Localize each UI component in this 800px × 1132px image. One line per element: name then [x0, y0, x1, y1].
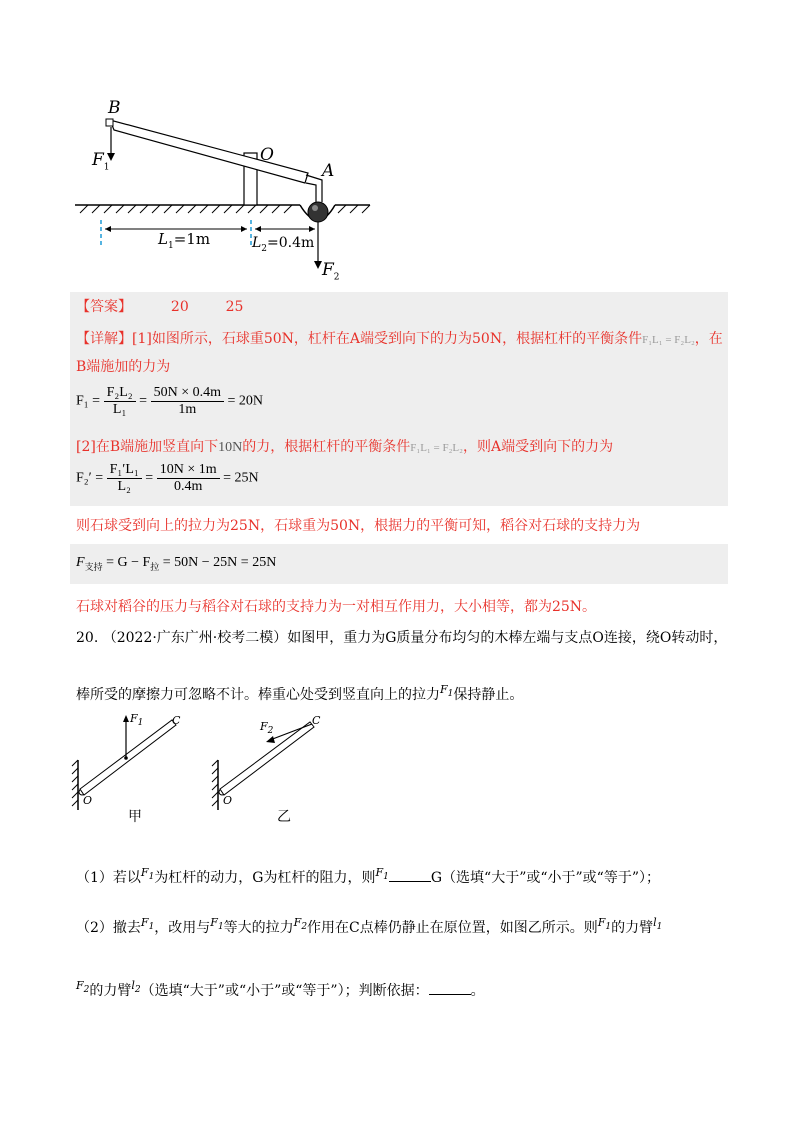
label-o-jia: O — [83, 794, 93, 807]
answer-line — [76, 297, 243, 317]
explain-line-2: B端施加的力为 — [76, 359, 171, 375]
label-f1: $F_1$ — [92, 150, 110, 173]
lever-figure — [70, 95, 380, 290]
formula-f3: $F_{支持} = G - F_拉 = 50N - 25N = 25N$ — [76, 555, 277, 572]
answer-tag: 【答案】 — [76, 299, 132, 315]
answer-blank-1[interactable] — [389, 867, 431, 882]
figure-label-yi: 乙 — [277, 809, 291, 825]
label-f2: $F_2$ — [322, 260, 340, 283]
label-a: A — [322, 161, 335, 181]
label-c-yi: C — [312, 714, 321, 727]
label-l1: $L_1=1m$ — [158, 230, 211, 251]
label-b: B — [108, 98, 121, 118]
label-o-yi: O — [223, 794, 233, 807]
explain-line-5: 石球对稻谷的压力与稻谷对石球的支持力为一对相互作用力，大小相等，都为25N。 — [76, 599, 597, 615]
label-f1-jia: $F_1$ — [130, 712, 144, 729]
q20-part2: （2）撤去$^{F_1}$，改用与$^{F_1}$等大的拉力$^{F_2}$作用在C点棒仍静止在原位置，如图乙所示。则$^{F_1}$的力臂$^{l_1}$ — [76, 916, 663, 936]
formula-f2: F₂′ = $\frac{\text{F₁′L₁}}{\text{L₂}}$ = $\frac{10N \times 1m}{0.4m}$ = 25N — [76, 462, 259, 494]
formula-f1: F₁ = $\frac{\text{F₂L₂}}{\text{L₁}}$ = $\frac{50N \times 0.4m}{1m}$ = 20N — [76, 385, 263, 417]
label-l2: $L_2=0.4m$ — [252, 235, 315, 254]
answer-value-1: 20 — [170, 299, 189, 315]
explain-line-4: 则石球受到向上的拉力为25N，石球重为50N，根据力的平衡可知，稻谷对石球的支持力为 — [76, 518, 641, 534]
answer-blank-2[interactable] — [429, 980, 471, 995]
rod-diagram — [70, 710, 370, 825]
label-f2-yi: $F_2$ — [260, 720, 274, 737]
q20-line-2: 棒所受的摩擦力可忽略不计。棒重心处受到竖直向上的拉力$^{F_1}$保持静止。 — [76, 683, 524, 703]
label-c-jia: C — [172, 714, 181, 727]
explain-line-3: [2]在B端施加竖直向下10N的力，根据杠杆的平衡条件F₁L₁ = F₂L₂，则A端受到向下的力为 — [76, 439, 614, 455]
q20-part3: $^{F_2}$的力臂$^{l_2}$（选填“大于”或“小于”或“等于”）；判断依据： 。 — [76, 979, 485, 999]
q20-line-1: 20. （2022·广东广州·校考二模）如图甲，重力为G质量分布均匀的木棒左端与支点O连接，绕O转动时， — [76, 630, 728, 646]
answer-value-2: 25 — [225, 299, 244, 315]
question-number: 20. — [76, 630, 99, 646]
label-o: O — [260, 145, 274, 165]
figure-label-jia: 甲 — [128, 809, 142, 825]
question-source: （2022·广东广州·校考二模） — [102, 630, 288, 646]
q20-figures — [70, 710, 370, 825]
explain-line-1: 【详解】[1]如图所示，石球重50N，杠杆在A端受到向下的力为50N，根据杠杆的平衡条件F₁L₁ = F₂L₂，在 — [76, 331, 723, 347]
q20-part1: （1）若以$^{F_1}$为杠杆的动力，G为杠杆的阻力，则$^{F_1}$ G（选填“大于”或“小于”或“等于”）； — [76, 866, 660, 886]
